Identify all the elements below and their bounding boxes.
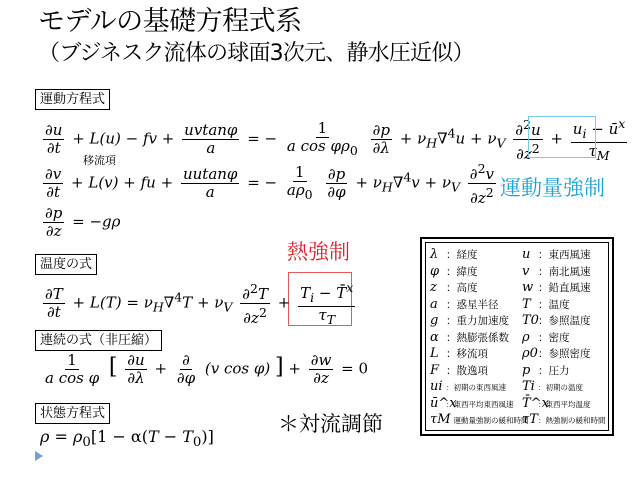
legend-row	[430, 297, 610, 313]
legend-symbol: α	[430, 329, 439, 345]
legend-row	[430, 363, 610, 379]
equation-temperature: $\frac{\partial T}{\partial t}$ + $L(T) = \nu_H\nabla^4T + \nu_V$ $\frac{\partial^2T}{\partial z^2}$ + $\frac{T_i - T̄^x}{\tau_T}$	[45, 280, 354, 327]
equation-continuity: $\frac{1}{\text{a cos φ}}$ [ $\frac{\partial u}{\partial\lambda}$ + $\frac{\partial}{\partial\varphi}$ (v cos φ) ] + $\frac{\partial w}{\partial z}$ = 0	[45, 351, 369, 387]
legend-row	[430, 396, 610, 412]
legend-description: ：移流項	[446, 348, 488, 360]
legend-entry-right	[522, 264, 591, 279]
legend-description: ：東西風速	[538, 249, 591, 261]
legend-description: ：初期の温度	[538, 383, 583, 392]
legend-entry-right	[522, 363, 570, 378]
legend-description: ：熱強制の緩和時間	[538, 416, 606, 425]
equation-u-momentum: $\frac{\partial u}{\partial t}$ + L(u) − fv + $\frac{uvtan\varphi}{a}$ = − $\frac{1}{a \cos \varphi\rho_0}$ $\frac{\partial p}{\partial\lambda}$ + $\nu_H\nabla^4u + \nu_V$ $\frac{\partial^2u}{\partial z^2}$ + $\frac{u_i - ū^x}{\tau_M}$	[45, 116, 626, 163]
symbol-legend-inner	[425, 242, 609, 431]
legend-symbol: v	[522, 263, 530, 279]
equation-hydrostatic: $\frac{\partial p}{\partial z}$ = −gρ	[45, 204, 121, 240]
annotation-convective-adjustment: ＊対流調節	[278, 412, 383, 436]
legend-description: ：惑星半径	[446, 298, 499, 311]
legend-description: ：東西平均東西風速	[446, 399, 514, 409]
legend-row	[430, 379, 610, 395]
legend-entry-left	[430, 363, 488, 378]
legend-description: ：運動量強制の緩和時間	[446, 416, 529, 425]
legend-description: ：鉛直風速	[538, 282, 591, 294]
legend-entry-right	[522, 412, 606, 427]
legend-symbol: λ	[430, 247, 439, 262]
legend-entry-right	[522, 330, 570, 345]
legend-description: ：緯度	[446, 265, 478, 278]
legend-description: ：散逸項	[446, 364, 488, 377]
legend-row	[430, 264, 610, 280]
legend-symbol: τM	[430, 412, 451, 427]
legend-row	[430, 412, 610, 428]
legend-entry-left	[430, 330, 509, 345]
legend-symbol: Ti	[522, 379, 535, 394]
legend-symbol: a	[430, 296, 438, 312]
legend-symbol: F	[430, 362, 440, 378]
symbol-legend	[420, 237, 614, 436]
legend-symbol: T	[522, 296, 531, 312]
legend-entry-right	[522, 280, 591, 295]
legend-row	[430, 346, 610, 362]
legend-description: ：高度	[446, 282, 478, 294]
legend-description: ：経度	[446, 249, 478, 261]
legend-description: ：温度	[538, 298, 570, 311]
annotation-advection: 移流項	[83, 154, 116, 167]
legend-entry-right	[522, 396, 591, 411]
legend-symbol: w	[522, 280, 534, 295]
legend-description: ：密度	[538, 331, 570, 344]
legend-entry-left	[430, 297, 499, 312]
legend-description: ：南北風速	[538, 265, 591, 278]
legend-description: ：参照温度	[538, 315, 591, 327]
legend-description: ：初期の東西風速	[446, 383, 506, 392]
label-momentum: 運動方程式	[35, 89, 110, 110]
legend-entry-left	[430, 313, 509, 328]
legend-symbol: ρ0	[522, 346, 538, 361]
legend-description: ：重力加速度	[446, 315, 509, 327]
legend-symbol: g	[430, 313, 439, 328]
equation-v-momentum: $\frac{\partial v}{\partial t}$ + L(v) + fu + $\frac{uutan\varphi}{a}$ = − $\frac{1}{a\rho_0}$ $\frac{\partial p}{\partial\varphi}$ + $\nu_H\nabla^4v + \nu_V$ $\frac{\partial^2v}{\partial z^2}$	[45, 161, 494, 207]
legend-row	[430, 330, 610, 346]
legend-row	[430, 280, 610, 296]
legend-symbol: z	[430, 280, 437, 295]
legend-entry-right	[522, 247, 591, 262]
legend-entry-left	[430, 412, 529, 427]
slide-subtitle: （ブジネスク流体の球面3次元、静水圧近似）	[38, 41, 474, 66]
legend-symbol: ui	[430, 379, 443, 394]
legend-entry-left	[430, 247, 478, 262]
legend-symbol: u	[522, 247, 531, 262]
annotation-heat-forcing: 熱強制	[287, 240, 350, 264]
label-state: 状態方程式	[35, 403, 110, 424]
legend-entry-left	[430, 346, 488, 361]
legend-entry-right	[522, 346, 591, 361]
legend-entry-right	[522, 313, 591, 328]
legend-description: ：圧力	[538, 364, 570, 377]
legend-description: ：参照密度	[538, 348, 591, 360]
legend-entry-left	[430, 379, 506, 394]
legend-symbol: T0	[522, 313, 539, 328]
annotation-momentum-forcing: 運動量強制	[500, 176, 605, 200]
legend-symbol: φ	[430, 263, 440, 279]
legend-row	[430, 247, 610, 263]
label-temperature: 温度の式	[35, 254, 97, 275]
legend-entry-left	[430, 280, 478, 295]
legend-symbol: ū^x	[430, 395, 457, 411]
legend-symbol: L	[430, 346, 439, 361]
legend-entry-right	[522, 297, 570, 312]
equation-state: $\rho = \rho_0[1 - \alpha(T - T_0)]$	[40, 427, 214, 451]
legend-symbol: T̄^x	[522, 395, 549, 411]
legend-entry-right	[522, 379, 583, 394]
legend-symbol: τT	[522, 412, 538, 427]
momentum-forcing-box	[528, 116, 596, 158]
legend-entry-left	[430, 396, 514, 411]
label-continuity: 連続の式（非圧縮）	[35, 330, 162, 351]
legend-description: ：熱膨張係数	[446, 331, 509, 344]
legend-description: ：東西平均温度	[538, 399, 591, 409]
slide-nav-arrow-icon[interactable]	[35, 451, 43, 461]
slide-title: モデルの基礎方程式系	[38, 6, 302, 37]
legend-entry-left	[430, 264, 478, 279]
legend-symbol: p	[522, 362, 531, 378]
legend-row	[430, 313, 610, 329]
legend-symbol: ρ	[522, 329, 530, 345]
